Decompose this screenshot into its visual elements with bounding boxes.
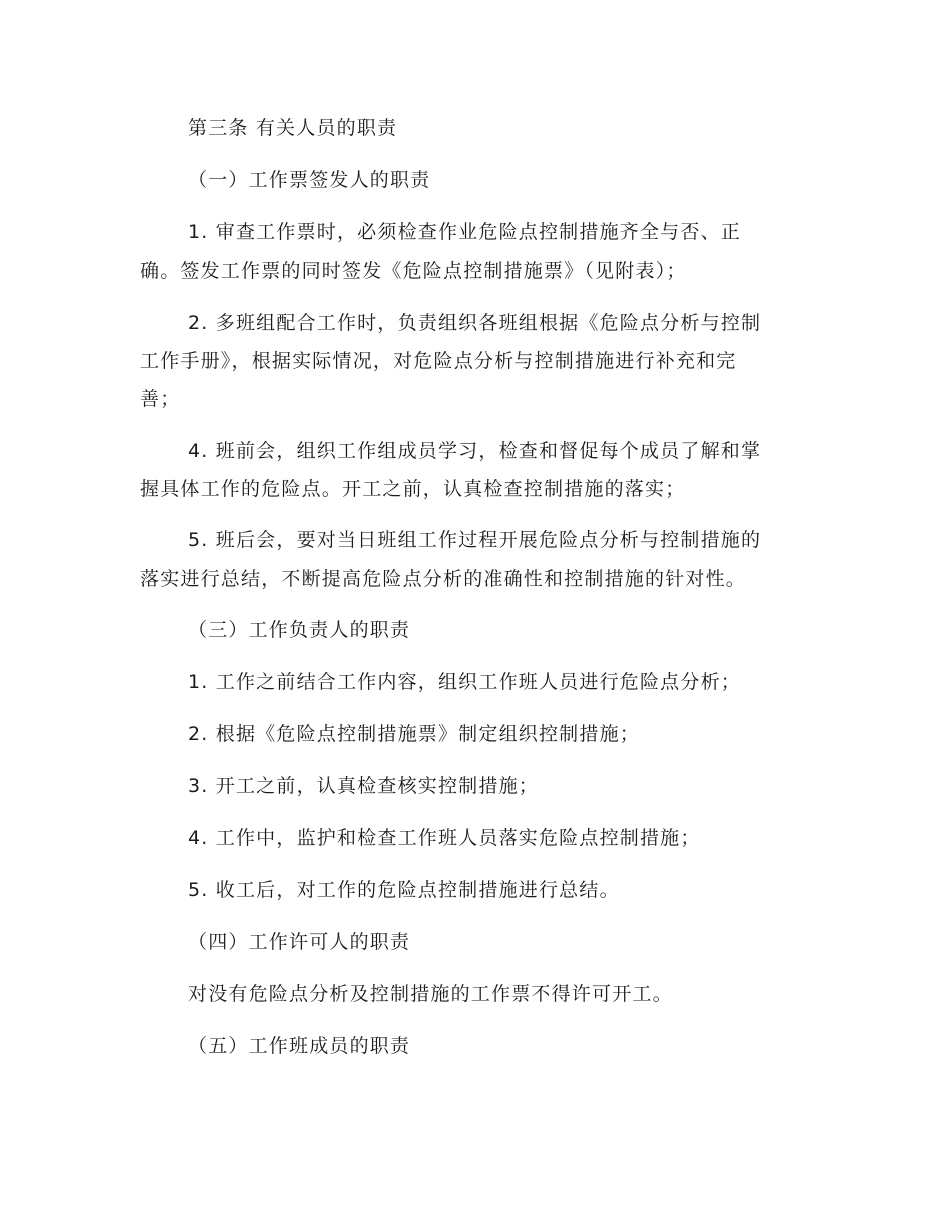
section-heading-leader: （三）工作负责人的职责 <box>188 619 411 641</box>
signer-item-1-line-1: 1. 审查工作票时，必须检查作业危险点控制措施齐全与否、正 <box>188 221 741 243</box>
signer-item-1-line-2: 确。签发工作票的同时签发《危险点控制措施票》（见附表）； <box>140 260 687 282</box>
section-heading-permitter: （四）工作许可人的职责 <box>188 931 411 953</box>
leader-item: 3. 开工之前，认真检查核实控制措施； <box>188 775 539 797</box>
section-heading-signer: （一）工作票签发人的职责 <box>188 169 431 191</box>
section-heading-crew: （五）工作班成员的职责 <box>188 1035 411 1057</box>
leader-item: 1. 工作之前结合工作内容，组织工作班人员进行危险点分析； <box>188 671 741 693</box>
signer-item-4-line-2: 握具体工作的危险点。开工之前，认真检查控制措施的落实； <box>140 478 686 500</box>
leader-item: 4. 工作中，监护和检查工作班人员落实危险点控制措施； <box>188 827 701 849</box>
signer-item-2-line-3: 善； <box>140 388 181 410</box>
signer-item-5-line-1: 5. 班后会，要对当日班组工作过程开展危险点分析与控制措施的 <box>188 529 762 551</box>
leader-item: 5. 收工后，对工作的危险点控制措施进行总结。 <box>188 879 620 901</box>
signer-item-5-line-2: 落实进行总结，不断提高危险点分析的准确性和控制措施的针对性。 <box>140 568 747 590</box>
signer-item-2-line-1: 2. 多班组配合工作时，负责组织各班组根据《危险点分析与控制 <box>188 312 762 334</box>
signer-item-2-line-2: 工作手册》，根据实际情况，对危险点分析与控制措施进行补充和完 <box>140 350 737 372</box>
article-heading: 第三条 有关人员的职责 <box>188 117 398 139</box>
signer-item-4-line-1: 4. 班前会，组织工作组成员学习，检查和督促每个成员了解和掌 <box>188 440 762 462</box>
permitter-text: 对没有危险点分析及控制措施的工作票不得许可开工。 <box>188 983 673 1005</box>
leader-item: 2. 根据《危险点控制措施票》制定组织控制措施； <box>188 723 640 745</box>
